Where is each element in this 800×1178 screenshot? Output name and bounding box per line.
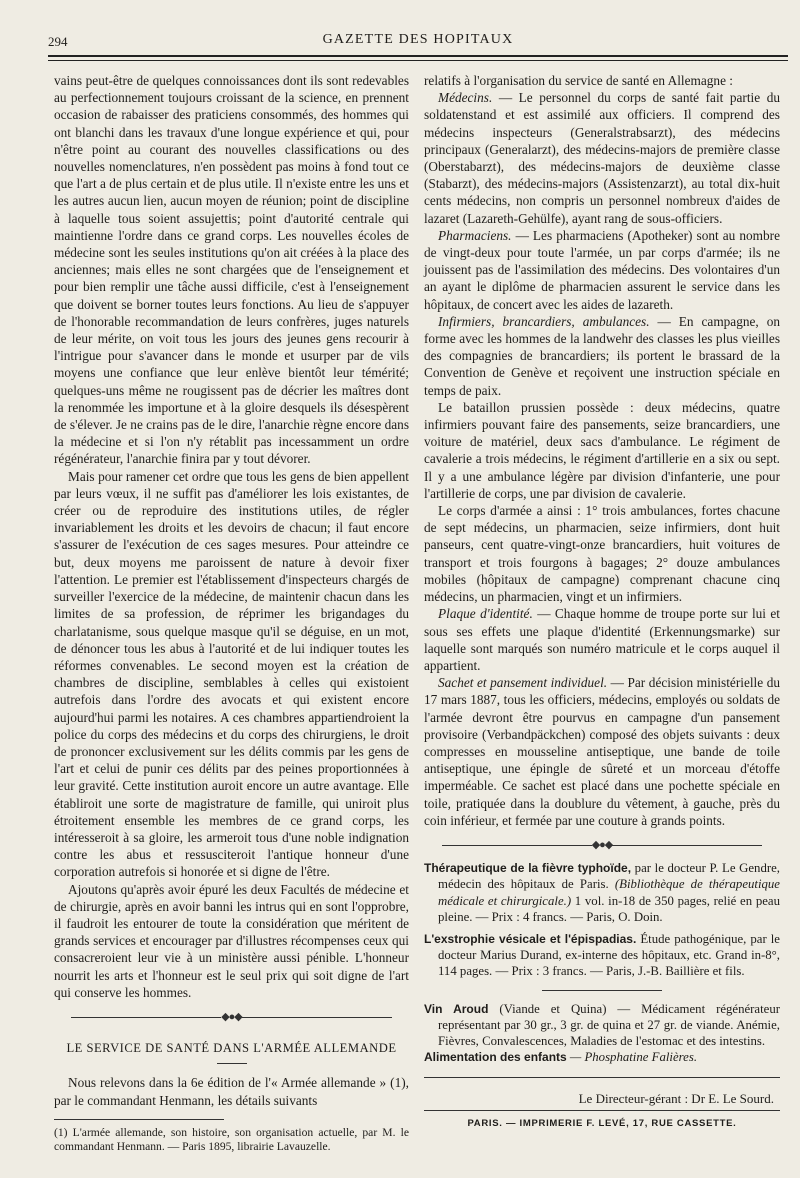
paragraph: Plaque d'identité. — Chaque homme de troupe porte sur lui et sous ses effets une plaque d'identité (Erkennungsmarke) sur laquelle sont marqués son numéro matricule et le corps auquel il appartient. bbox=[424, 606, 780, 673]
short-rule bbox=[217, 1063, 247, 1064]
book-notice: Thérapeutique de la fièvre typhoïde, par le docteur P. Le Gendre, médecin des hôpitaux de Paris. (Bibliothèque de thérapeutique médicale et chirurgicale.) 1 vol. in-18 de 350 pages, relié en peau pleine. — Prix : 4 francs. — Paris, O. Doin. L'exstrophie vésicale et l'épispadias. Étude pathogénique, par le docteur Marius Durand, ex-interne des hôpitaux, etc. Grand in-8°, 114 pages. — Prix : 3 francs. — Paris, J.-B. Baillière et fils. bbox=[424, 861, 780, 979]
footnote-rule bbox=[54, 1119, 224, 1120]
paragraph-lead: Plaque d'identité. bbox=[438, 606, 533, 622]
advertisement: Vin Aroud (Viande et Quina) — Médicament régénérateur représentant par 30 gr., 3 gr. de quina et 27 gr. de viande. Anémie, Fièvres, Convalescences, Maladies de l'estomac et des intestins. Alimentation des enfants — Phosphatine Falières. bbox=[424, 1001, 780, 1065]
page-number: 294 bbox=[48, 34, 68, 49]
paragraph-lead: Pharmaciens. bbox=[438, 227, 512, 243]
printer-line: PARIS. — IMPRIMERIE F. LEVÉ, 17, RUE CASSETTE. bbox=[467, 1117, 737, 1129]
paragraph-lead: Infirmiers, brancardiers, ambulances. bbox=[438, 313, 650, 329]
paragraph: Nous relevons dans la 6e édition de l'« Armée allemande » (1), par le commandant Henmann, les détails suivants bbox=[54, 1075, 409, 1108]
journal-title: GAZETTE DES HOPITAUX bbox=[322, 32, 514, 47]
section-title: LE SERVICE DE SANTÉ DANS L'ARMÉE ALLEMANDE bbox=[66, 1041, 397, 1056]
footnote: (1) L'armée allemande, son histoire, son organisation actuelle, par M. le commandant Henmann. — Paris 1895, librairie Lavauzelle. bbox=[54, 1125, 409, 1154]
paragraph-lead: Sachet et pansement individuel. bbox=[438, 675, 608, 691]
paragraph: Pharmaciens. — Les pharmaciens (Apotheker) sont au nombre de vingt-deux pour toute l'armée, un par corps d'armée; ils ne jouissent pas de l'assimilation des médecins. Des volontaires d'un an ayant le diplôme de pharmacien assurent le service dans les hôpitaux, de concert avec les aides de lazareth. bbox=[424, 227, 780, 312]
paragraph: vains peut-être de quelques connoissances dont ils sont redevables au perfectionnement toujours croissant de la science, en prennent occasion de rabaisser des praticiens consommés, des hommes qui ont blanchi dans les travaux d'une longue expérience et qui, pour n'être point au courant des nouvelles classifications ou des nouvelles nomenclatures, n'en possèdent pas moins à fond tout ce que l'art a de plus certain et de plus utile. Il n'existe entre les uns et les autres aucun lien, aucun moyen de réunion; point de discipline à laquelle tous soient assujettis; point d'autorité centrale qui maintienne l'ordre dans ce grand corps. Les nouvelles écoles de médecine sont les seules institutions qu'on ait créées à la place des anciennes; mais elles ne sont chargées que de l'enseignement et pour bien remplir une tâche aussi difficile, c'est à l'enseignement que doivent se borner toutes leurs fonctions. Au lieu de s'appuyer de l'honorable recommandation de leurs confrères, juges naturels de leur mérite, on voit tous les jours des jeunes gens recourir à l'intrigue pour s'avancer dans le monde et usurper par de vils moyens une confiance que leur enlève bientôt leur témérité; quelques-uns même ne rougissent pas de décrier les maîtres dont la renommée les importune et à la gloire desquels ils désespèrent de s'élever. Je ne crains pas de le dire, l'anarchie règne encore dans la médecine et si l'on n'y rétablit pas incessamment un ordre régénérateur, l'anarchie finira par y tout dévorer. bbox=[54, 73, 409, 467]
divider-rule bbox=[542, 990, 662, 991]
paragraph: Le bataillon prussien possède : deux médecins, quatre infirmiers pouvant faire des pansements, seize brancardiers, une voiture de matériel, deux sacs d'ambulance. Le régiment de cavalerie a trois médecins, le régiment d'artillerie en a six ou sept. Il y a une ambulance légère par division d'infanterie, une pour l'artillerie de corps, une par division de cavalerie. bbox=[424, 399, 780, 501]
right-column bbox=[424, 72, 780, 1132]
header-rule-thin bbox=[48, 60, 788, 61]
paragraph: Le corps d'armée a ainsi : 1° trois ambulances, fortes chacune de sept médecins, un pharmacien, seize infirmiers, dont huit panseurs, cent quatre-vingt-onze brancardiers, huit voitures de transport et trois fourgons à bagages; 2° douze ambulances mobiles (hôpitaux de campagne) comprenant chacune cinq médecins, un pharmacien, vingt et un infirmiers. bbox=[424, 503, 780, 605]
paragraph: Sachet et pansement individuel. — Par décision ministérielle du 17 mars 1887, tous les officiers, médecins, employés ou soldats de l'armée devront être pourvus en campagne d'un pansement provisoire (Verbandpäckchen) composé des objets suivants : deux compresses en mousseline antiseptique, une bande de toile antiseptique, une épingle de sûreté et un morceau d'étoffe imperméable. Ce sachet est placé dans une pochette spéciale en toile, pratiquée dans la doublure du vêtement, à gauche, près du coin inférieur, et fermée par une couture à grands points. bbox=[424, 675, 780, 828]
running-header bbox=[48, 30, 788, 52]
ad-title: Vin Aroud bbox=[424, 1001, 489, 1016]
notice-title: L'exstrophie vésicale et l'épispadias. bbox=[424, 931, 637, 946]
ornament-divider: ◆●◆ bbox=[54, 1009, 409, 1026]
left-column bbox=[54, 72, 409, 1155]
paragraph: Médecins. — Le personnel du corps de santé fait partie du soldatenstand et est assimilé aux officiers. Il comprend des médecins inspecteurs (Generalstrabsarzt), des médecins principaux (Generalarzt), des médecins-majors de première classe (Oberstabarzt), des médecins-majors de deuxième classe (Stabarzt), des médecins-majors (Assistenzarzt), au total dix-huit cents médecins, non compris un personnel nombreux d'aides de lazaret (Lazareth-Gehülfe), ayant rang de sous-officiers. bbox=[424, 90, 780, 226]
director-signature: Le Directeur-gérant : Dr E. Le Sourd. bbox=[578, 1091, 774, 1107]
paragraph-lead: Médecins. bbox=[438, 90, 493, 106]
notice-title: Thérapeutique de la fièvre typhoïde, bbox=[424, 861, 632, 876]
divider-rule bbox=[424, 1077, 780, 1078]
paragraph: Ajoutons qu'après avoir épuré les deux Facultés de médecine et de chirurgie, après en avoir banni les intrus qui en sont l'opprobre, il faudroit les entourer de toute la considération que méritent de grands services et encourager par d'illustres récompenses ceux qui consacreroient leur vie à un ministère aussi pénible. L'honneur nourrit les arts et l'honneur est le seul prix qui soit digne de l'art qui conserve les hommes. bbox=[54, 881, 409, 1000]
paragraph: relatifs à l'organisation du service de santé en Allemagne : bbox=[424, 73, 733, 88]
ornament-divider: ◆●◆ bbox=[424, 837, 780, 854]
header-rule bbox=[48, 55, 788, 57]
ad-title: Alimentation des enfants bbox=[424, 1050, 567, 1065]
paragraph: Infirmiers, brancardiers, ambulances. — En campagne, on forme avec les hommes de la landwehr des classes les plus vieilles des compagnies de brancardiers; ils portent le brassard de la Convention de Genève et reçoivent une instruction spéciale en temps de paix. bbox=[424, 313, 780, 398]
paragraph: Mais pour ramener cet ordre que tous les gens de bien appellent par leurs vœux, il ne suffit pas d'améliorer les lois existantes, de créer ou de reproduire des institutions utiles, de régler invariablement les droits et les devoirs de chacun; il faut encore s'assurer de l'exécution de ces sages mesures. Pour atteindre ce but, deux moyens me paroissent de nature à devoir fixer l'attention. Le premier est l'établissement d'inspecteurs chargés de surveiller l'exercice de la médecine, de maintenir chacun dans les limites de sa profession, de réprimer les brigandages du charlatanisme, sous quelque masque qu'il se déguise, en un mot, de dénoncer tous les abus à l'autorité et de lui indiquer toutes les réformes convenables. Le second moyen est la création de chambres de discipline, semblables à celles qui existoient autrefois dans l'ordre des avocats et qui existent encore aujourd'hui parmi les notaires. A ces chambres appartiendroient la police du corps des médecins et du corps des chirurgiens, le droit de prononcer exclusivement sur les délits commis par les gens de l'art et celui de punir ces délits par des peines proportionnées à leur gravité. Cette institution auroit encore un autre avantage. Elle établiroit une sorte de magistrature de famille, qui uniroit plus étroitement ensemble les membres de ce grand corps, les intéresseroit à sa gloire, les armeroit tous d'une noble indignation contre les abus et ressusciteroit l'antique honneur d'une corporation autrefois si honorée et si digne de l'être. bbox=[54, 468, 409, 880]
divider-rule bbox=[424, 1110, 780, 1111]
